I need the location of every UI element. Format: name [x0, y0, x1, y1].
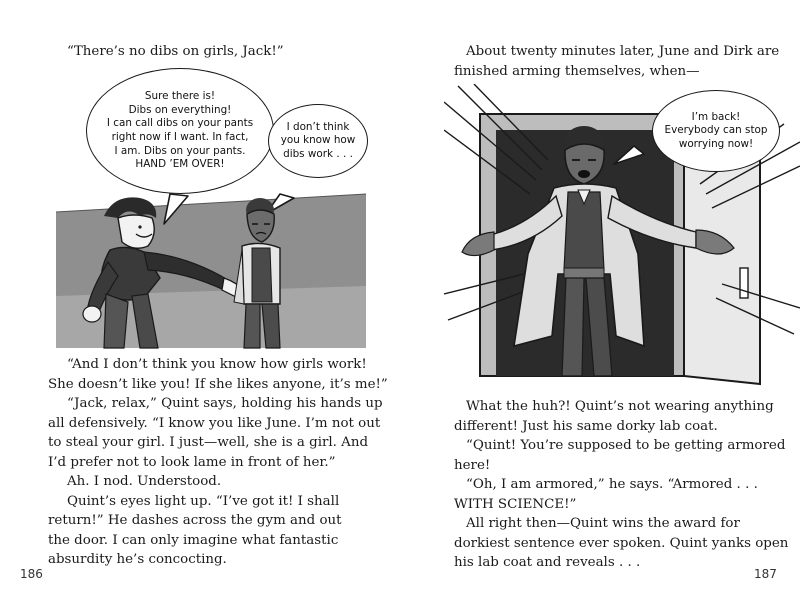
text-line: here!	[454, 457, 491, 473]
text-line: return!” He dashes across the gym and out	[48, 513, 342, 528]
text-line: “And I don’t think you know how girls work!	[67, 357, 367, 372]
quint-speech-bubble: I don’t think you know how dibs work . . .	[268, 104, 368, 178]
text-line: About twenty minutes later, June and Dirk are	[466, 44, 780, 59]
text-line: the door. I can only imagine what fantastic	[48, 532, 339, 548]
text-line: All right then—Quint wins the award for	[466, 516, 740, 531]
text-line: What the huh?! Quint’s not wearing anything	[466, 399, 774, 414]
quint-back-speech-bubble: I’m back! Everybody can stop worrying now!	[652, 90, 780, 172]
text-line: dorkiest sentence ever spoken. Quint yanks open	[454, 535, 789, 551]
text-line: She doesn’t like you! If she likes anyone, it’s me!”	[48, 376, 388, 392]
text-line: “Oh, I am armored,” he says. “Armored . . .	[466, 477, 758, 492]
right-page	[400, 0, 800, 600]
text-line: Ah. I nod. Understood.	[67, 474, 222, 489]
text-line: Quint’s eyes light up. “I’ve got it! I shall	[67, 493, 340, 509]
text-line: “Quint! You’re supposed to be getting armored	[466, 438, 786, 453]
text-line: finished arming themselves, when—	[454, 63, 700, 79]
text-line: “Jack, relax,” Quint says, holding his hands up	[67, 396, 383, 411]
page-number-right: 187	[754, 567, 777, 581]
text-line: to steal your girl. I just—well, she is a girl. And	[48, 435, 369, 450]
left-top-line: “There’s no dibs on girls, Jack!”	[67, 44, 284, 59]
text-line: his lab coat and reveals . . .	[454, 555, 641, 570]
text-line: different! Just his same dorky lab coat.	[454, 418, 718, 434]
text-line: absurdity he’s concocting.	[48, 552, 227, 567]
page-number-left: 186	[20, 567, 43, 581]
text-line: I’d prefer not to look lame in front of her.”	[48, 454, 336, 470]
jack-speech-bubble: Sure there is! Dibs on everything! I can call dibs on your pants right now if I want. In fact, I am. Dibs on your pants. HAND ’EM OVER!	[86, 68, 274, 194]
text-line: all defensively. “I know you like June. I’m not out	[48, 415, 381, 431]
text-line: WITH SCIENCE!”	[454, 496, 577, 512]
